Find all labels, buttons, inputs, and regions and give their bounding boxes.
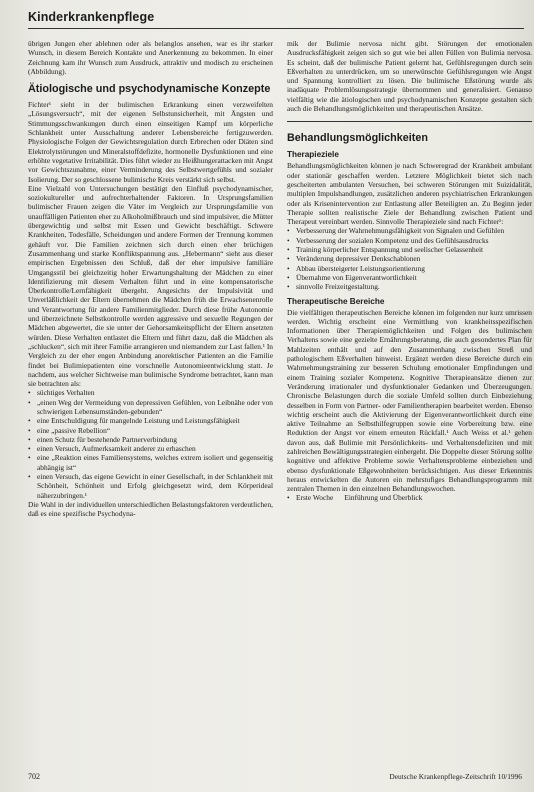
body-paragraph: Eine Vielzahl von Untersuchungen bestätigt den Einfluß psychodynamischer, soziokultureller und aufrechterhaltender Faktoren. In Ursprungsfamilien bulimischer Frauen zeigen die Väter im Vergleich zur Ursprungsfamilie von unauffälligen Patienten eher zu Alkoholmißbrauch und sind impulsiver, die Mütter übergewichtig und selbst mit Essen und Gewicht beschäftigt. Schwere Krankheiten, Todesfälle, Scheidungen und andere Formen der Trennung kommen gehäuft vor. Die Familien zeichnen sich durch einen eher brüchigen Zusammenhang und starke Konfliktspannung aus. „Hebermann“ sieht aus dieser empirischen Ergebnissen den Schluß, daß der eher impulsive familiäre Umgangsstil bei gleichzeitig hoher Erwartungshaltung der Mädchen zu einer Identifizierung mit diesem Verhalten führt und in eine kompensatorische Überkontrolle/Lernfähigkeit übergeht. Angesichts der Impulsivität und Unverläßlichkeit der Eltern übernehmen die Mädchen früh die Erwachsenenrolle und Verantwortung für andere Familienmitglieder. Durch diese frühe Autonomie und überzeichnete Selbstkontrolle werden aggressive und sexuelle Regungen der Mädchen abgewertet, die sie unter der Gehorsamkeitspflicht der Eltern ansetzten würden. Diese Verhalten entlastet die Eltern und führt dazu, daß die Mädchen als „schlucken“, sich mit ihrer Familie arrangieren und niemandem zur Last fallen.¹ In Vergleich zu der eher engen Anbindung anorektischer Patienten an die Familie findet bei Bulimiepatienten eine vorschnelle Autonomieentwicklung statt. Je nachdem, aus welcher Sichtweise man bulimische Syndrome betrachtet, kann man sie betrachten als:	[28, 183, 273, 389]
list-item: • sinnvolle Freizeitgestaltung.	[287, 282, 532, 291]
body-paragraph: Behandlungsmöglichkeiten können je nach Schweregrad der Krankheit ambulant oder stationär geschaffen werden. Letztere Möglichkeit bietet sich nach gescheiterten ambulanten Versuchen, bei schweren Störungen mit Suizidalität, multiplen Impulshandlungen, zusätzlichen anderen psychiatrischen Erkrankungen oder als Krisenintervention zur Entlastung aller Beteiligten an. Zu Beginn jeder Therapie sollten realistische Ziele der Behandlung zwischen Patient und Therapeut vereinbart werden. Sinnvolle Therapieziele sind nach Fichter¹:	[287, 161, 532, 227]
list-item: • Abbau übersteigerter Leistungsorientierung	[287, 264, 532, 273]
list-item: • Übernahme von Eigenverantwortlichkeit	[287, 273, 532, 282]
list-item: • Verbesserung der sozialen Kompetenz und des Gefühlsausdrucks	[287, 236, 532, 245]
list-item: • einen Versuch, Aufmerksamkeit anderer zu erhaschen	[28, 444, 273, 453]
list-item: • einen Versuch, das eigene Gewicht in einer Gesellschaft, in der Schlankheit mit Schönheit, Schönheit und Erfolg gleichgesetzt wird, dem Körperideal näherzubringen.¹	[28, 472, 273, 500]
list-item: • „einen Weg der Vermeidung von depressiven Gefühlen, von Leibnähe oder von schwierigen Lebensumständen-gebunden“	[28, 398, 273, 417]
intro-paragraph: übrigen Jungen eher ablehnen oder als belanglos ansehen, war es ihr starker Wunsch, in diesem Bereich Kontakte und Anerkennung zu bekommen. In einer Zeichnung kam ihr Wunsch zum Ausdruck, attraktiv und modisch zu erscheinen (Abbildung).	[28, 39, 273, 76]
etiology-heading: Ätiologische und psychodynamische Konzepte	[28, 83, 271, 96]
body-paragraph: Fichter¹ sieht in der bulimischen Erkrankung einen verzweifelten „Lösungsversuch“, mit der eigenen Selbstunsicherheit, mit Ängsten und Stimmungsschwankungen durch einen einseitigen Kampf um körperliche Schlankheit unter Ausschaltung anderer Lebensbereiche fertigzuwerden. Physiologische Folgen der Gewichtsregulation durch Erbrechen oder Diäten sind Elektrolytstörungen und Mineralstoffdefizite, hormonelle Dysfunktionen und eine erhöhte vegetative Irritabilität. Dies führt wieder zu Heißhungerattacken mit Angst vor Gewichtszunahme, einer Verminderung des Selbstwertgefühls und sozialer Isolierung. Der so geschlossene bulimische Kreis verstärkt sich selbst.	[28, 100, 273, 184]
body-paragraph: Die Wahl in der individuellen unterschiedlichen Belastungsfaktoren verdeutlichen, daß es eine spezifische Psychodyna-	[28, 499, 273, 519]
right-column	[287, 39, 532, 503]
therapy-goals-subheading: Therapieziele	[287, 150, 339, 160]
journal-footer: Deutsche Krankenpflege-Zeitschrift 10/1996	[389, 772, 522, 781]
list-item: • Training körperlicher Entspannung und seelischer Gelassenheit	[287, 245, 532, 254]
page-header	[28, 6, 524, 29]
section-divider	[287, 121, 532, 122]
list-item: • Erste Woche Einführung und Überblick	[287, 493, 532, 502]
list-item: • eine Entschuldigung für mangelnde Leistung und Leistungsfähigkeit	[28, 416, 273, 425]
list-item: • einen Schutz für bestehende Partnerverbindung	[28, 435, 273, 444]
left-column	[28, 39, 273, 519]
treatment-heading: Behandlungsmöglichkeiten	[287, 132, 428, 145]
body-paragraph: mik der Bulimie nervosa nicht gibt. Störungen der emotionalen Ausdrucksfähigkeit zeigen sich so gut wie bei allen Füllen von Bulimia nervosa. Es scheint, daß der bulimische Patient gelernt hat, Gefühlsregungen durch sein Eßverhalten zu unterdrücken, um so unerwünschte Gefühlsregungen wie Angst und Spannung kontrolliert zu lösen. Die bulimische Eßstörung wurde als inadäquate Problemlösungsstrategie übernommen und generalisiert. Genauso vielfältig wie die ätiologischen und psychodynamischen Konzepte gestalten sich auch die Behandlungsmöglichkeiten und therapeutischen Ansätze.	[287, 39, 532, 114]
weeks-list	[287, 493, 532, 502]
therapeutic-areas-subheading: Therapeutische Bereiche	[287, 296, 385, 306]
list-item: • süchtiges Verhalten	[28, 388, 273, 397]
list-item: • eine „passive Rebellion“	[28, 426, 273, 435]
list-item: • Veränderung depressiver Denkschablonen	[287, 254, 532, 263]
list-item: • Verbesserung der Wahrnehmungsfähigkeit von Signalen und Gefühlen	[287, 226, 532, 235]
page-number: 702	[28, 772, 40, 781]
perspectives-list	[28, 388, 273, 500]
list-item: • eine „Reaktion eines Familiensystems, welches extrem isoliert und gegenseitig abhängig ist“	[28, 453, 273, 472]
body-paragraph: Die vielfältigen therapeutischen Bereiche können im folgenden nur kurz umrissen werden. Wichtig erscheint eine Vermittlung von krankheitsspezifischen Informationen über Therapiemöglichkeiten und Folgen des bulimischen Verhaltens sowie eine gezielte Ernährungsberatung, die auch gesondertes Plan für Mahlzeiten enthält und auf den Zusammenhang zwischen Streß und pathologischem Eßverhalten hinweist. Ergänzt werden diese Bereiche durch ein Wahrnehmungstraining zur besseren Schulung emotionaler Empfindungen und einem Training sozialer Kompetenz. Kognitive Therapieansätze dienen zur Veränderung irrationaler und dysfunktionaler Gedanken und Überzeugungen. Chronische Belastungen durch die soziale Umfeld sollten durch Einbeziehung desselben in Form von Partner- oder Familientherapien bearbeitet werden. Ebenso wichtig erscheint auch die Aktivierung der Eigenverantwortlichkeit durch eine aktive Teilnahme an Selbsthilfegruppen sowie eine Vorbereitung bzw. eine Reduktion der Angst vor einem erneuten Rückfall.¹ Auch Weiss et al.¹ gehen davon aus, daß Bulimie mit Persönlichkeits- und Verhaltensdefiziten und mit zahlreichen Bewältigungsstrategien einhergeht. Die Doppelte dieser Störung sollte kognitive und affektive Probleme sowie Verhaltensprobleme einbeziehen und ebenso dysfunktionale Eßgewohnheiten berücksichtigen. Aus dieser Erkenntnis heraus entwickelten die Autoren ein mehrstufiges Behandlungsprogramm mit zentralen Themen in den einzelnen Behandlungswochen.	[287, 307, 532, 494]
section-title: Kinderkrankenpflege	[28, 10, 155, 24]
therapy-goals-list	[287, 226, 532, 291]
